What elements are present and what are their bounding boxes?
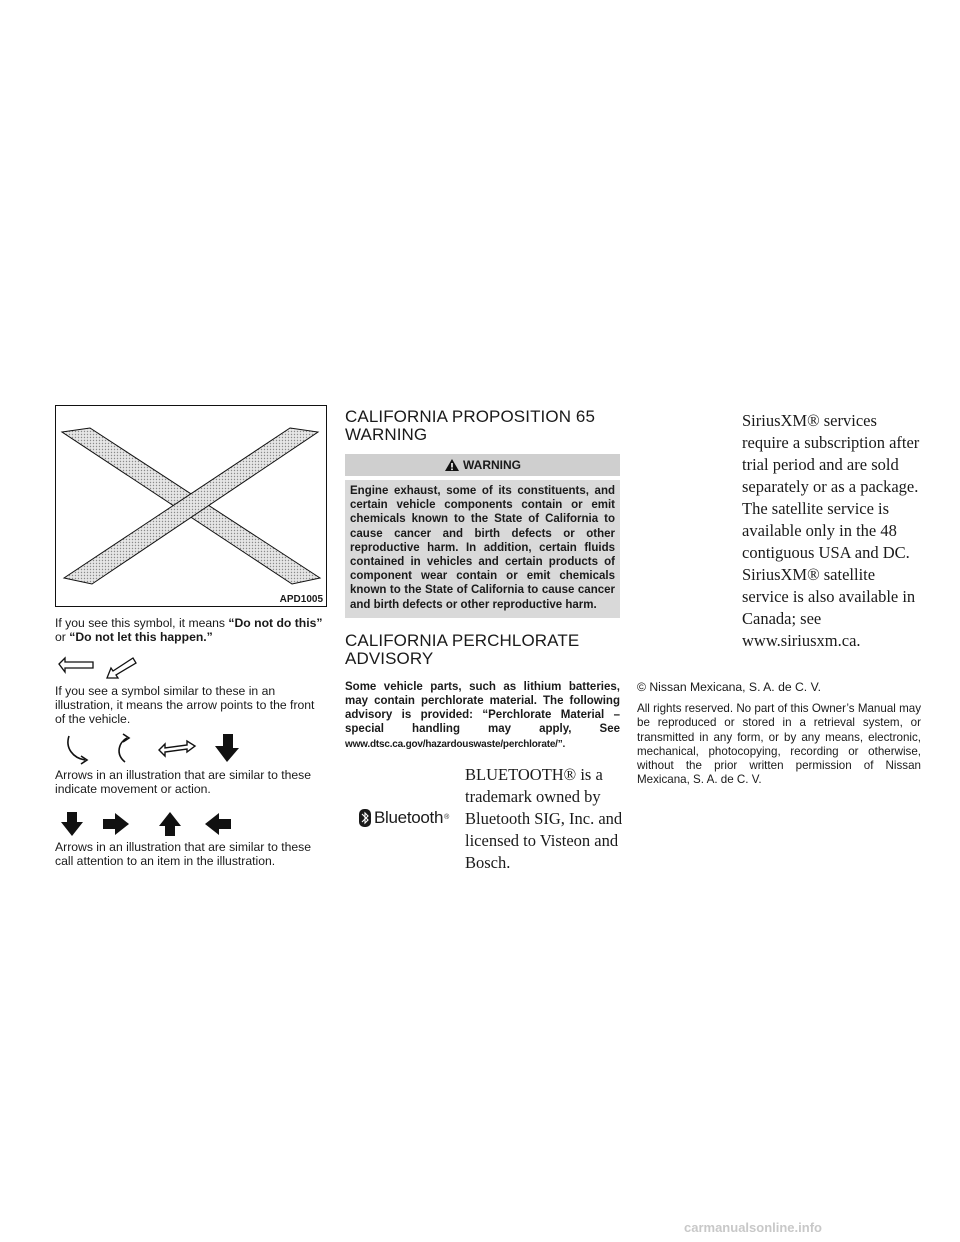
footer-watermark: carmanualsonline.info [684,1220,822,1235]
arrow-down-icon [61,812,83,836]
double-arrow-icon [159,741,195,756]
bluetooth-notice [345,764,623,874]
do-not-symbol-figure [55,405,327,607]
copyright-line: © Nissan Mexicana, S. A. de C. V. [637,680,821,694]
siriusxm-text: SiriusXM® services require a subscription after trial period and are sold separately or as a package. The satellite service is available only in the 48 contiguous USA and DC. SiriusXM® satellite service is also available in Canada; see www.siriusxm.ca. [742,411,920,650]
front-text: If you see a symbol similar to these in an illustration, it means the arrow points to the front of the vehicle. [55,684,315,726]
attention-text: Arrows in an illustration that are similar to these call attention to an item in the illustration. [55,840,312,868]
movement-text: Arrows in an illustration that are similar to these indicate movement or action. [55,768,312,796]
bluetooth-text: BLUETOOTH® is a trademark owned by Bluetooth SIG, Inc. and licensed to Visteon and Bosch. [465,764,623,872]
front-arrow-icon [59,658,93,672]
perchlorate-heading: CALIFORNIA PERCHLORATE ADVISORY [345,630,580,668]
u-turn-arrow-icon [119,734,129,762]
warning-triangle-icon [444,458,460,472]
front-arrow-angled-icon [107,658,136,678]
legal-column [637,410,921,788]
thick-down-arrow-icon [215,734,239,762]
x-mark-icon [56,406,326,606]
do-not-paragraph: If you see this symbol, it means “Do not do this” or “Do not let this happen.” [55,616,323,644]
symbols-column [55,405,327,868]
bluetooth-logo: Bluetooth ® [359,808,449,828]
arrow-left-icon [205,813,231,835]
prop65-heading: CALIFORNIA PROPOSITION 65 WARNING [345,407,596,444]
arrow-up-icon [159,812,181,836]
perchlorate-text: Some vehicle parts, such as lithium batteries, may contain perchlorate material. The following advisory is provided: “Perchlorate Material – special handling may apply, See www.dtsc.ca.gov/hazardouswaste/perchlorate/”. [345,680,620,750]
warnings-column [345,407,623,874]
figure-tag: APD1005 [277,593,326,606]
curved-arrow-icon [68,736,87,764]
arrow-right-icon [103,813,129,835]
warning-text: Engine exhaust, some of its constituents, and certain vehicle components contain or emit chemicals known to the State of California to cause cancer and birth defects or other reproductive harm. In addition, certain fluids contained in vehicles and certain products of component wear contain or emit chemicals known to the State of California to cause cancer and birth defects or other reproductive harm. [345,480,620,618]
copyright-text: All rights reserved. No part of this Owner’s Manual may be reproduced or stored in a retrieval system, or transmitted in any form, or by any means, electronic, mechanical, photocopying, recording or otherwise, without the prior written permission of Nissan Mexicana, S. A. de C. V. [637,702,921,787]
movement-arrows [55,730,327,768]
bluetooth-icon [359,809,371,827]
front-arrows [55,654,327,684]
attention-arrows [55,810,327,840]
warning-header: WARNING [345,454,620,476]
